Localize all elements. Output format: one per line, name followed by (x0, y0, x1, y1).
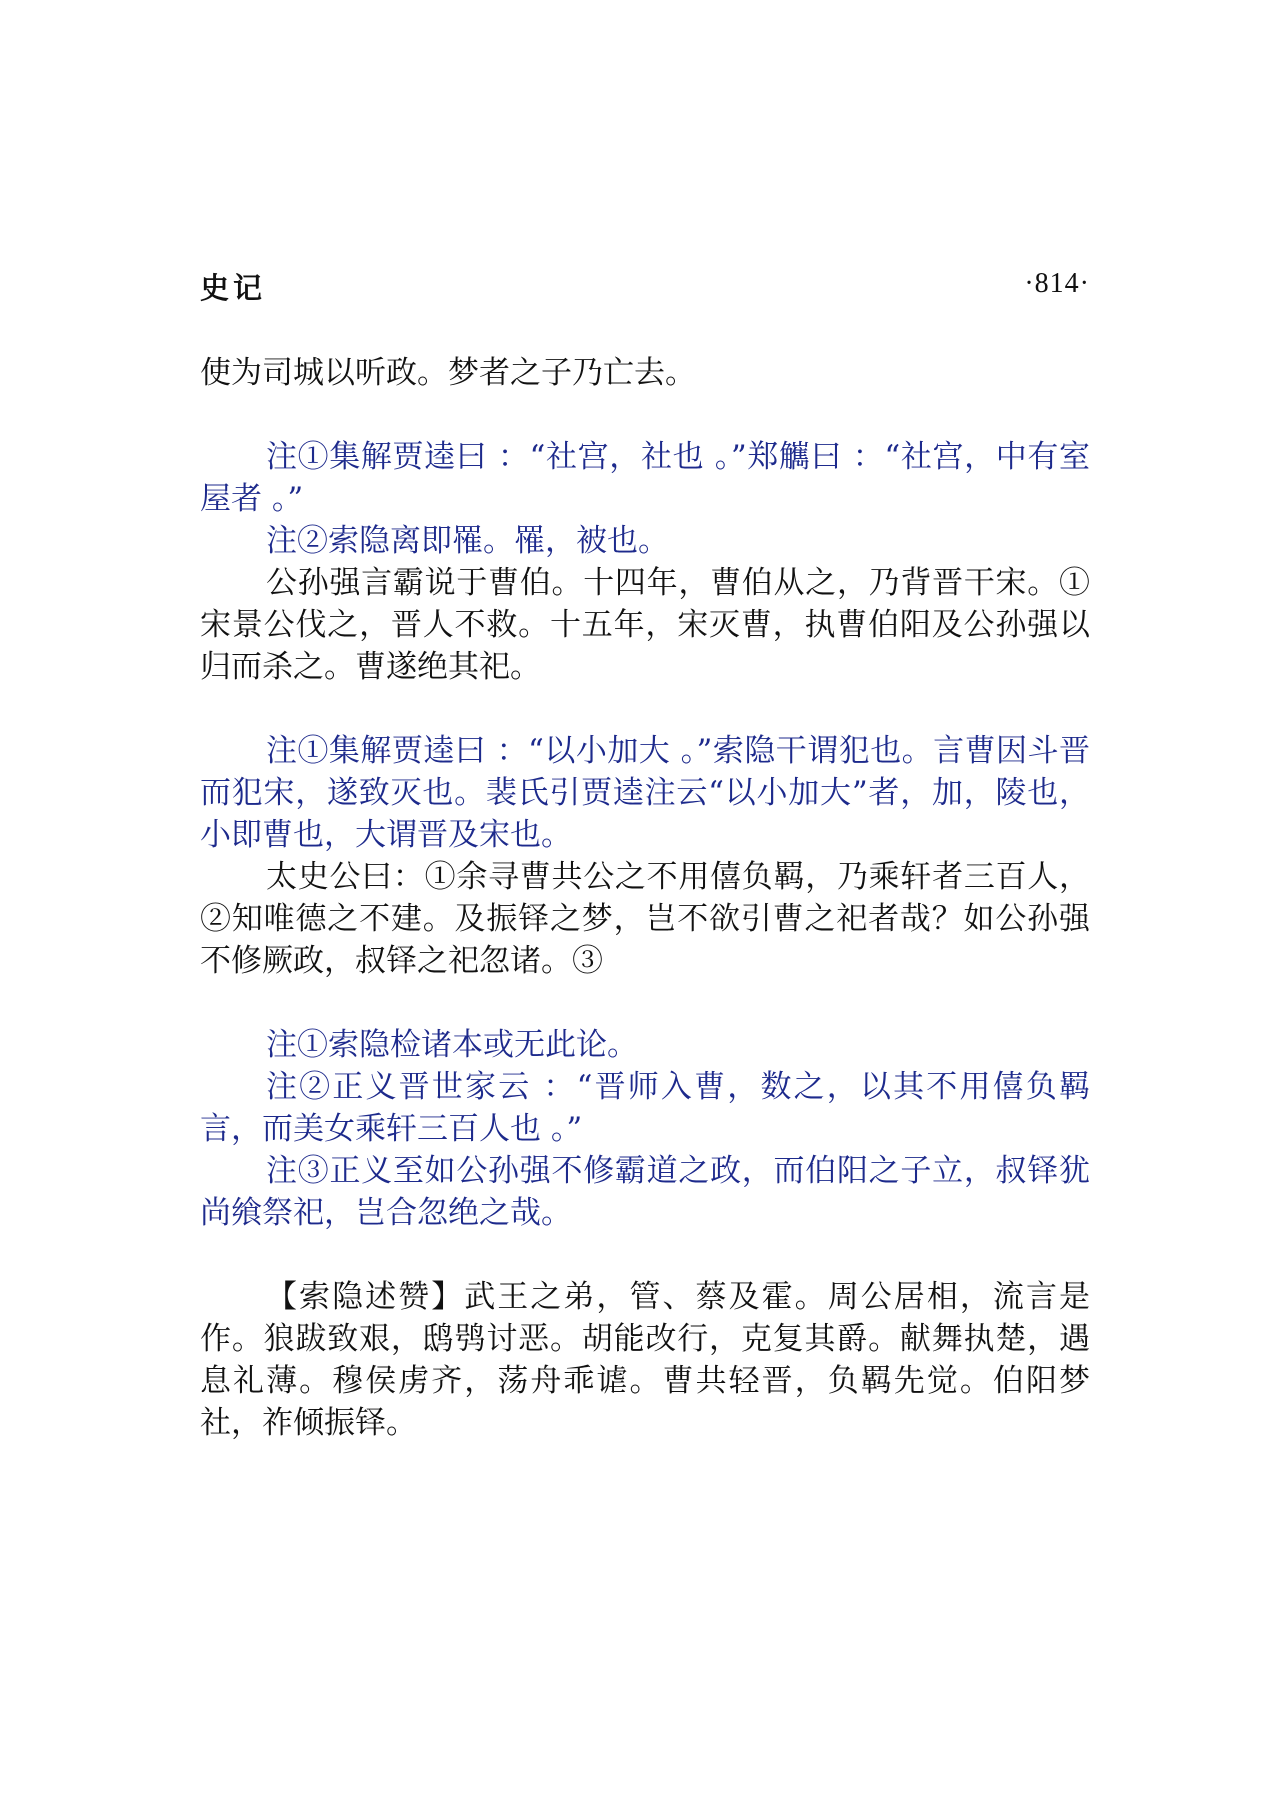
note-paragraph: 注③正义至如公孙强不修霸道之政，而伯阳之子立，叔铎犹尚飨祭祀，岂合忽绝之哉。 (200, 1153, 1090, 1231)
paragraph-gap (200, 688, 1090, 730)
body-paragraph: 公孙强言霸说于曹伯。十四年，曹伯从之，乃背晋干宋。①宋景公伐之，晋人不救。十五年，宋灭曹，执曹伯阳及公孙强以归而杀之。曹遂绝其祀。 (200, 565, 1090, 685)
paragraph-gap (200, 1234, 1090, 1276)
note-paragraph: 注①集解贾逵曰 ：“以小加大 。”索隐干谓犯也。言曹因斗晋而犯宋，遂致灭也。裴氏引贾逵注云“以小加大”者，加，陵也，小即曹也，大谓晋及宋也。 (200, 733, 1090, 853)
body-paragraph: 太史公曰：①余寻曹共公之不用僖负羁，乃乘轩者三百人，②知唯德之不建。及振铎之梦，岂不欲引曹之祀者哉？如公孙强不修厥政，叔铎之祀忽诸。③ (200, 859, 1090, 979)
paragraph-gap (200, 394, 1090, 436)
book-title: 史记 (200, 271, 267, 305)
note-paragraph: 注②正义晋世家云 ：“晋师入曹，数之，以其不用僖负羁言，而美女乘轩三百人也 。” (200, 1069, 1090, 1147)
page-header (200, 266, 1090, 306)
note-paragraph: 注①索隐检诸本或无此论。 (266, 1027, 638, 1063)
note-paragraph: 注②索隐离即罹。罹，被也。 (266, 523, 669, 559)
page-number: ·814· (1024, 268, 1090, 299)
paragraph-gap (200, 982, 1090, 1024)
page-body (200, 352, 1090, 1444)
note-paragraph: 注①集解贾逵曰 ：“社宫，社也 。”郑觽曰 ：“社宫，中有室屋者 。” (200, 439, 1090, 517)
body-paragraph: 使为司城以听政。梦者之子乃亡去。 (200, 355, 696, 391)
zan-paragraph: 【索隐述赞】武王之弟，管、蔡及霍。周公居相，流言是作。狼跋致艰，鸱鸮讨恶。胡能改行，克复其爵。献舞执楚，遇息礼薄。穆侯虏齐，荡舟乖谑。曹共轻晋，负羁先觉。伯阳梦社，祚倾振铎。 (200, 1279, 1090, 1441)
